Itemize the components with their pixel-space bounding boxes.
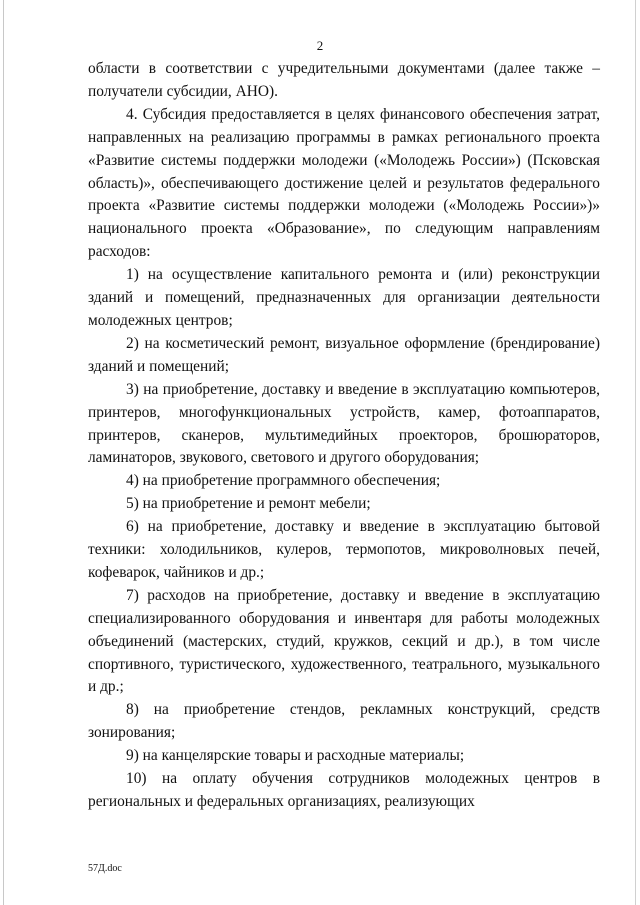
footer-filename: 57Д.doc <box>88 863 122 874</box>
list-item-8: 8) на приобретение стендов, рекламных конструкций, средств зонирования; <box>88 701 600 742</box>
list-item-1: 1) на осуществление капитального ремонта и (или) реконструкции зданий и помещений, предназначенных для организации деятельности молодежных центров; <box>88 266 600 329</box>
page-number: 2 <box>316 38 324 53</box>
paragraph-continuation: области в соответствии с учредительными документами (далее также – получатели субсидии, АНО). <box>88 60 600 100</box>
list-item-7: 7) расходов на приобретение, доставку и введение в эксплуатацию специализированного оборудования и инвентаря для работы молодежных объединений (мастерских, студий, кружков, секций и др.), в том числе спортивного, туристического, художественного, театрального, музыкального и др.; <box>88 586 600 696</box>
list-item-2: 2) на косметический ремонт, визуальное оформление (брендирование) зданий и помещений; <box>88 334 600 375</box>
page-right-edge <box>635 0 636 905</box>
list-item-4: 4) на приобретение программного обеспечения; <box>126 472 441 490</box>
list-item-10: 10) на оплату обучения сотрудников молодежных центров в региональных и федеральных организациях, реализующих <box>88 770 600 810</box>
document-body <box>88 58 600 814</box>
list-item-9: 9) на канцелярские товары и расходные материалы; <box>126 747 465 765</box>
list-item-5: 5) на приобретение и ремонт мебели; <box>126 495 371 513</box>
paragraph-clause-4: 4. Субсидия предоставляется в целях финансового обеспечения затрат, направленных на реализацию программы в рамках регионального проекта «Развитие системы поддержки молодежи («Молодежь России») (Псковская область)», обеспечивающего достижение целей и результатов федерального проекта «Развитие системы поддержки молодежи («Молодежь России»)» национального проекта «Образование», по следующим направлениям расходов: <box>88 105 600 261</box>
list-item-6: 6) на приобретение, доставку и введение в эксплуатацию бытовой техники: холодильников, кулеров, термопотов, микроволновых печей, кофеварок, чайников и др.; <box>88 518 600 581</box>
list-item-3: 3) на приобретение, доставку и введение в эксплуатацию компьютеров, принтеров, многофункциональных устройств, камер, фотоаппаратов, принтеров, сканеров, мультимедийных проекторов, брошюраторов, ламинаторов, звукового, светового и другого оборудования; <box>88 380 600 467</box>
page-left-edge <box>3 0 4 905</box>
